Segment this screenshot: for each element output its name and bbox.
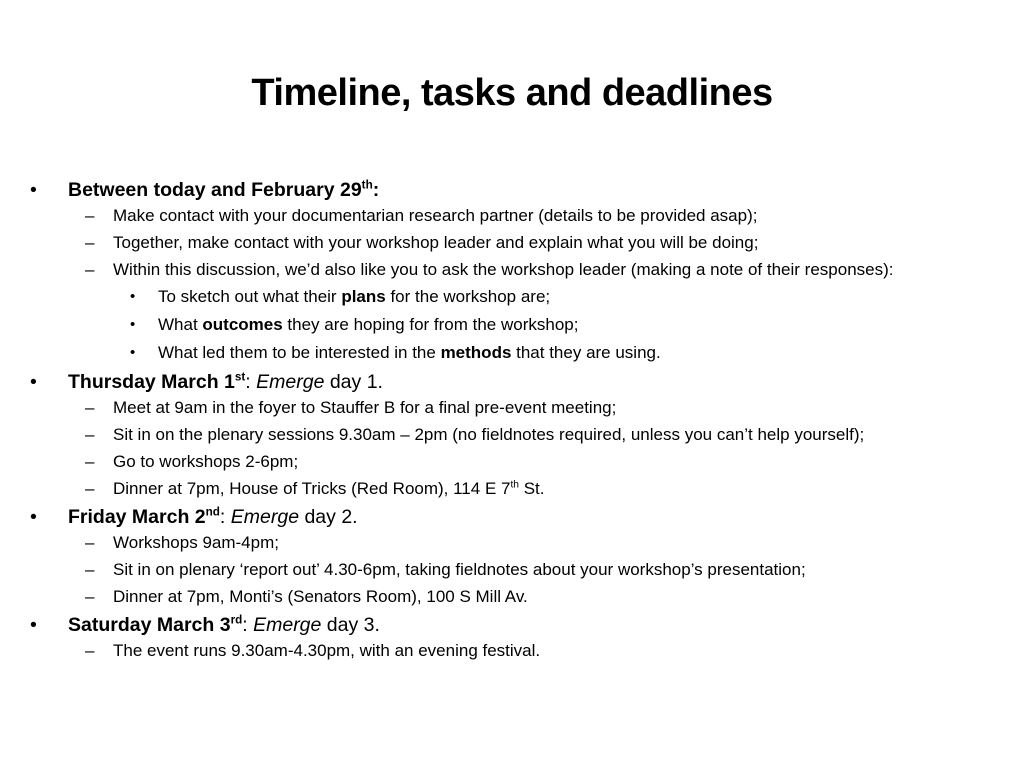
slide-title: Timeline, tasks and deadlines	[251, 72, 773, 114]
list-item: – Sit in on the plenary sessions 9.30am – 2pm (no fieldnotes required, unless you can’t help yourself);	[85, 425, 865, 444]
list-item: – Sit in on plenary ‘report out’ 4.30-6pm, taking fieldnotes about your workshop’s presentation;	[85, 560, 806, 579]
bullet-icon: •	[130, 316, 136, 333]
section-friday: • Friday March 2nd: Emerge day 2.	[30, 505, 358, 528]
dash-icon: –	[85, 398, 95, 417]
list-item: – Meet at 9am in the foyer to Stauffer B for a final pre-event meeting;	[85, 398, 617, 417]
list-item: – Make contact with your documentarian research partner (details to be provided asap);	[85, 206, 758, 225]
dash-icon: –	[85, 452, 95, 471]
dash-icon: –	[85, 587, 95, 606]
list-item: – Go to workshops 2-6pm;	[85, 452, 299, 471]
bullet-icon: •	[130, 344, 136, 361]
bullet-icon: •	[30, 371, 37, 393]
dash-icon: –	[85, 641, 95, 660]
section-saturday: • Saturday March 3rd: Emerge day 3.	[30, 613, 380, 636]
section-heading: Saturday March 3rd	[68, 613, 243, 636]
sub-list-item: • What led them to be interested in the methods that they are using.	[130, 343, 661, 362]
section-thursday: • Thursday March 1st: Emerge day 1.	[30, 370, 383, 393]
list-item: – Dinner at 7pm, House of Tricks (Red Room), 114 E 7th St.	[85, 479, 545, 498]
section-heading: Between today and February 29th:	[68, 178, 380, 201]
dash-icon: –	[85, 533, 95, 552]
dash-icon: –	[85, 425, 95, 444]
bullet-icon: •	[30, 179, 37, 201]
sub-list-item: • To sketch out what their plans for the workshop are;	[130, 287, 551, 306]
dash-icon: –	[85, 206, 95, 225]
list-item: – Together, make contact with your workshop leader and explain what you will be doing;	[85, 233, 759, 252]
bullet-icon: •	[30, 506, 37, 528]
dash-icon: –	[85, 479, 95, 498]
bullet-icon: •	[30, 614, 37, 636]
dash-icon: –	[85, 260, 95, 279]
list-item: – The event runs 9.30am-4.30pm, with an evening festival.	[85, 641, 541, 660]
dash-icon: –	[85, 560, 95, 579]
list-item: – Within this discussion, we’d also like you to ask the workshop leader (making a note of their responses):	[85, 260, 894, 279]
slide-content	[30, 178, 1010, 667]
list-item: – Workshops 9am-4pm;	[85, 533, 279, 552]
section-between-today	[30, 178, 1010, 202]
list-item: – Dinner at 7pm, Monti’s (Senators Room), 100 S Mill Av.	[85, 587, 528, 606]
bullet-icon: •	[130, 288, 136, 305]
sub-list-item: • What outcomes they are hoping for from the workshop;	[130, 315, 579, 334]
section-heading: Thursday March 1st	[68, 370, 246, 393]
dash-icon: –	[85, 233, 95, 252]
section-heading: Friday March 2nd	[68, 505, 220, 528]
